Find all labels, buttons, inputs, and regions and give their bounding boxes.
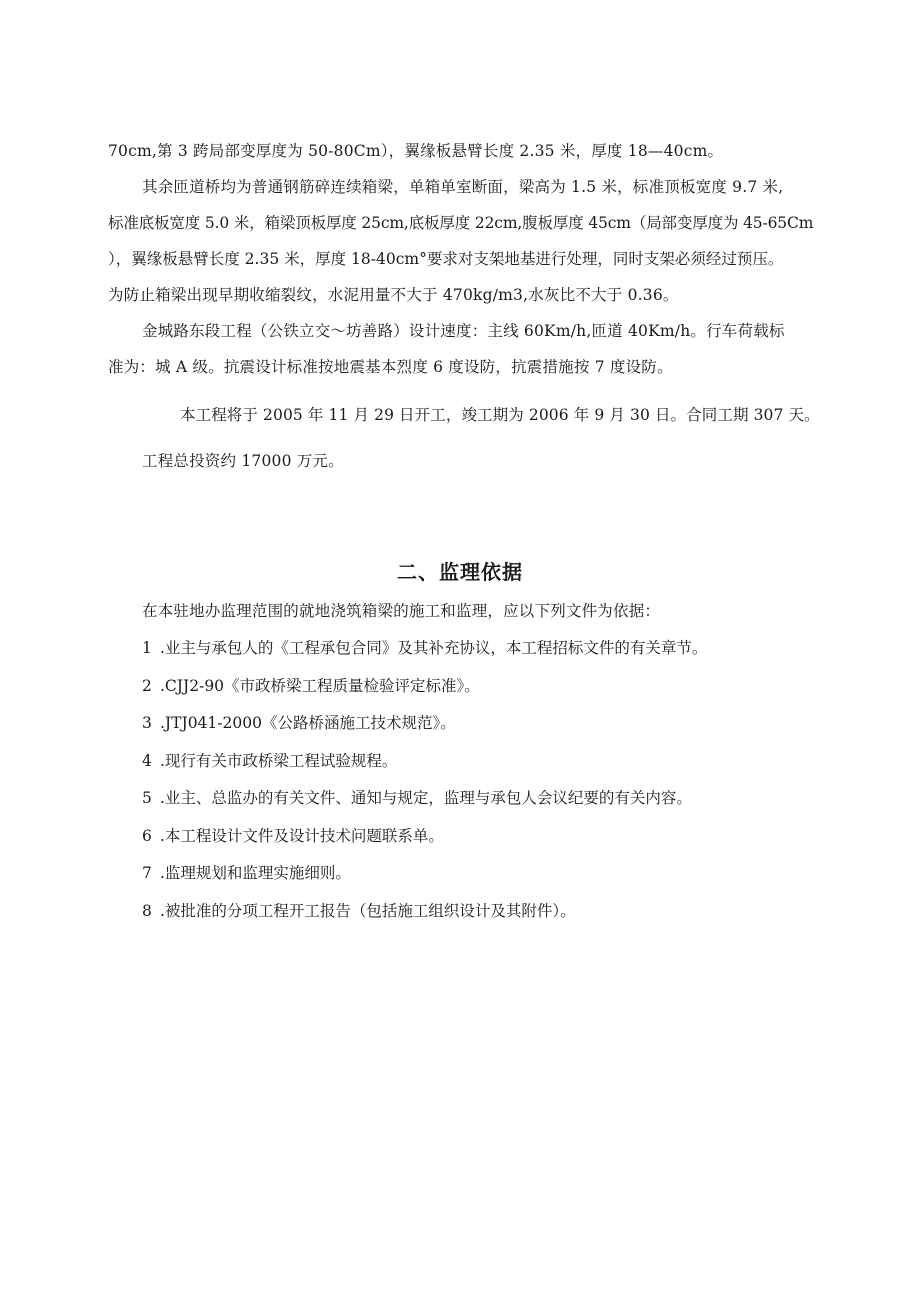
paragraph-line-6: 金城路东段工程（公铁立交～坊善路）设计速度：主线 60Km∕h,匝道 40Km∕h。行车荷载标: [142, 322, 785, 340]
list-item-number: 6: [142, 827, 152, 845]
list-item-number: 5: [142, 789, 152, 807]
list-item: [142, 862, 351, 884]
list-item: [142, 900, 576, 922]
paragraph-line-8: 本工程将于 2005 年 11 月 29 日开工，竣工期为 2006 年 9 月 30 日。合同工期 307 天。: [180, 406, 820, 424]
list-item-number: 1: [142, 639, 152, 657]
section-intro: 在本驻地办监理范围的就地浇筑箱梁的施工和监理，应以下列文件为依据：: [142, 602, 661, 620]
list-item-text: .现行有关市政桥梁工程试验规程。: [160, 752, 398, 770]
paragraph-line-1: 70cm,第 3 跨局部变厚度为 50-80Cm），翼缘板悬臂长度 2.35 米，厚度 18—40cm。: [108, 142, 724, 160]
list-item-text: .CJJ2-90《市政桥梁工程质量检验评定标准》。: [160, 677, 480, 695]
paragraph-line-2: 其余匝道桥均为普通钢筋碎连续箱梁，单箱单室断面，梁高为 1.5 米，标准顶板宽度 9.7 米,: [142, 178, 784, 196]
list-item-number: 3: [142, 714, 152, 732]
list-item-text: .被批准的分项工程开工报告（包括施工组织设计及其附件）。: [160, 902, 576, 920]
list-item: [142, 712, 456, 734]
list-item-number: 8: [142, 902, 152, 920]
list-item-number: 4: [142, 752, 152, 770]
list-item-text: .业主、总监办的有关文件、通知与规定，监理与承包人会议纪要的有关内容。: [160, 789, 692, 807]
list-item: [142, 637, 707, 659]
section-heading: 二、监理依据: [397, 560, 523, 584]
list-item-number: 7: [142, 864, 152, 882]
list-item-text: .业主与承包人的《工程承包合同》及其补充协议，本工程招标文件的有关章节。: [160, 639, 708, 657]
paragraph-line-5: 为防止箱梁出现早期收缩裂纹，水泥用量不大于 470kg∕m3,水灰比不大于 0.36。: [108, 286, 679, 304]
list-item: [142, 750, 397, 772]
list-item-text: .JTJ041-2000《公路桥涵施工技术规范》。: [160, 714, 456, 732]
paragraph-line-7: 准为：城 A 级。抗震设计标准按地震基本烈度 6 度设防，抗震措施按 7 度设防。: [108, 358, 673, 376]
paragraph-line-3: 标准底板宽度 5.0 米，箱梁顶板厚度 25cm,底板厚度 22cm,腹板厚度 45cm（局部变厚度为 45-65Cm: [108, 214, 814, 232]
list-item-text: .本工程设计文件及设计技术问题联系单。: [160, 827, 444, 845]
list-item: [142, 675, 480, 697]
paragraph-line-9: 工程总投资约 17000 万元。: [142, 452, 344, 470]
paragraph-line-4: ），翼缘板悬臂长度 2.35 米，厚度 18-40cm°要求对支架地基进行处理，同时支架必须经过预压。: [108, 250, 784, 268]
list-item-text: .监理规划和监理实施细则。: [160, 864, 351, 882]
list-item: [142, 825, 444, 847]
list-item: [142, 787, 692, 809]
list-item-number: 2: [142, 677, 152, 695]
